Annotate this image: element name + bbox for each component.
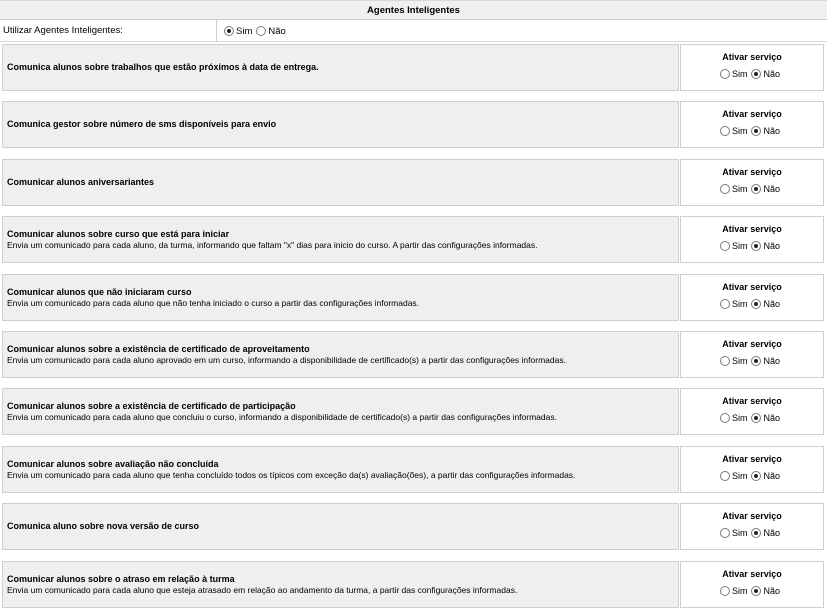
activate-radio-group xyxy=(681,471,823,481)
activate-radio-no-label[interactable]: Não xyxy=(763,126,780,136)
service-row xyxy=(2,561,824,608)
activate-service-label: Ativar serviço xyxy=(722,224,782,234)
activate-radio-yes[interactable] xyxy=(720,241,730,251)
service-description: Envia um comunicado para cada aluno que tenha concluído todos os típicos com exceção da(s) avaliação(ões), a partir das configurações informadas. xyxy=(7,469,576,480)
service-info xyxy=(2,216,679,263)
activate-radio-group xyxy=(681,356,823,366)
service-title: Comunicar alunos sobre avaliação não concluída xyxy=(7,458,219,469)
activate-radio-yes-label[interactable]: Sim xyxy=(731,528,748,538)
service-title: Comunicar alunos que não iniciaram curso xyxy=(7,286,192,297)
service-info xyxy=(2,503,679,550)
service-row xyxy=(2,159,824,206)
service-activation xyxy=(680,159,824,206)
service-row xyxy=(2,503,824,550)
activate-radio-group xyxy=(681,241,823,251)
service-title: Comunica gestor sobre número de sms disponíveis para envio xyxy=(7,119,277,129)
service-title: Comunicar alunos sobre a existência de certificado de aproveitamento xyxy=(7,343,310,354)
service-title: Comunica aluno sobre nova versão de curso xyxy=(7,521,200,531)
activate-radio-yes-label[interactable]: Sim xyxy=(731,586,748,596)
activate-radio-yes[interactable] xyxy=(720,471,730,481)
service-activation xyxy=(680,274,824,321)
activate-radio-yes[interactable] xyxy=(720,356,730,366)
activate-service-label: Ativar serviço xyxy=(722,282,782,292)
service-row xyxy=(2,216,824,263)
service-activation xyxy=(680,44,824,91)
activate-radio-yes-label[interactable]: Sim xyxy=(731,69,748,79)
activate-radio-yes-label[interactable]: Sim xyxy=(731,184,748,194)
activate-radio-yes[interactable] xyxy=(720,413,730,423)
activate-radio-yes[interactable] xyxy=(720,69,730,79)
activate-radio-yes-label[interactable]: Sim xyxy=(731,413,748,423)
activate-radio-no-label[interactable]: Não xyxy=(763,356,780,366)
service-info xyxy=(2,274,679,321)
activate-radio-group xyxy=(681,184,823,194)
activate-radio-group xyxy=(681,299,823,309)
activate-radio-group xyxy=(681,586,823,596)
service-row xyxy=(2,388,824,435)
service-activation xyxy=(680,388,824,435)
activate-radio-yes-label[interactable]: Sim xyxy=(731,356,748,366)
activate-radio-no-label[interactable]: Não xyxy=(763,184,780,194)
service-title: Comunicar alunos sobre curso que está para iniciar xyxy=(7,228,230,239)
section-header xyxy=(0,0,827,20)
service-description: Envia um comunicado para cada aluno que esteja atrasado em relação ao andamento da turma, a partir das configurações informadas. xyxy=(7,584,518,595)
activate-radio-no-label[interactable]: Não xyxy=(763,586,780,596)
master-setting-label: Utilizar Agentes Inteligentes: xyxy=(0,20,217,42)
service-info xyxy=(2,101,679,148)
activate-radio-group xyxy=(681,69,823,79)
activate-radio-no[interactable] xyxy=(751,356,761,366)
activate-radio-group xyxy=(681,413,823,423)
service-info xyxy=(2,331,679,378)
master-radio-no[interactable] xyxy=(256,26,266,36)
service-title: Comunica alunos sobre trabalhos que estão próximos à data de entrega. xyxy=(7,62,319,72)
activate-radio-group xyxy=(681,126,823,136)
service-activation xyxy=(680,216,824,263)
service-info xyxy=(2,159,679,206)
service-row xyxy=(2,44,824,91)
activate-radio-no[interactable] xyxy=(751,69,761,79)
activate-radio-no[interactable] xyxy=(751,126,761,136)
activate-service-label: Ativar serviço xyxy=(722,109,782,119)
master-radio-yes-label[interactable]: Sim xyxy=(236,25,253,37)
activate-service-label: Ativar serviço xyxy=(722,52,782,62)
activate-radio-no[interactable] xyxy=(751,241,761,251)
activate-radio-no[interactable] xyxy=(751,528,761,538)
activate-radio-no[interactable] xyxy=(751,471,761,481)
activate-radio-yes[interactable] xyxy=(720,586,730,596)
activate-service-label: Ativar serviço xyxy=(722,167,782,177)
service-row xyxy=(2,446,824,493)
activate-radio-yes-label[interactable]: Sim xyxy=(731,126,748,136)
activate-radio-yes[interactable] xyxy=(720,299,730,309)
service-activation xyxy=(680,561,824,608)
service-description: Envia um comunicado para cada aluno que concluiu o curso, informando a disponibilidade de certificado(s) a partir das configurações informadas. xyxy=(7,411,557,422)
activate-radio-yes-label[interactable]: Sim xyxy=(731,471,748,481)
activate-radio-no-label[interactable]: Não xyxy=(763,528,780,538)
activate-radio-no[interactable] xyxy=(751,299,761,309)
section-title: Agentes Inteligentes xyxy=(367,5,460,16)
activate-service-label: Ativar serviço xyxy=(722,339,782,349)
activate-radio-no[interactable] xyxy=(751,586,761,596)
service-description: Envia um comunicado para cada aluno que não tenha iniciado o curso a partir das configurações informadas. xyxy=(7,297,420,308)
service-info xyxy=(2,561,679,608)
master-setting-row xyxy=(0,20,827,42)
activate-radio-group xyxy=(681,528,823,538)
service-description: Envia um comunicado para cada aluno aprovado em um curso, informando a disponibilidade de certificado(s) a partir das configurações informadas. xyxy=(7,354,566,365)
service-row xyxy=(2,274,824,321)
activate-radio-yes[interactable] xyxy=(720,184,730,194)
service-title: Comunicar alunos sobre o atraso em relação à turma xyxy=(7,573,235,584)
master-radio-group xyxy=(224,20,290,42)
service-activation xyxy=(680,101,824,148)
service-info xyxy=(2,446,679,493)
activate-radio-no-label[interactable]: Não xyxy=(763,69,780,79)
activate-service-label: Ativar serviço xyxy=(722,569,782,579)
activate-radio-no[interactable] xyxy=(751,184,761,194)
activate-radio-yes-label[interactable]: Sim xyxy=(731,241,748,251)
activate-service-label: Ativar serviço xyxy=(722,396,782,406)
activate-service-label: Ativar serviço xyxy=(722,454,782,464)
master-radio-no-label[interactable]: Não xyxy=(268,25,286,37)
service-activation xyxy=(680,503,824,550)
service-info xyxy=(2,388,679,435)
service-title: Comunicar alunos aniversariantes xyxy=(7,177,155,187)
service-info xyxy=(2,44,679,91)
master-radio-yes[interactable] xyxy=(224,26,234,36)
activate-radio-yes[interactable] xyxy=(720,528,730,538)
service-row xyxy=(2,331,824,378)
service-title: Comunicar alunos sobre a existência de certificado de participação xyxy=(7,400,296,411)
activate-radio-no-label[interactable]: Não xyxy=(763,413,780,423)
service-description: Envia um comunicado para cada aluno, da turma, informando que faltam "x" dias para inicio do curso. A partir das configurações informadas. xyxy=(7,239,538,250)
service-activation xyxy=(680,446,824,493)
activate-radio-yes[interactable] xyxy=(720,126,730,136)
activate-service-label: Ativar serviço xyxy=(722,511,782,521)
activate-radio-no-label[interactable]: Não xyxy=(763,241,780,251)
activate-radio-yes-label[interactable]: Sim xyxy=(731,299,748,309)
activate-radio-no[interactable] xyxy=(751,413,761,423)
activate-radio-no-label[interactable]: Não xyxy=(763,299,780,309)
activate-radio-no-label[interactable]: Não xyxy=(763,471,780,481)
service-row xyxy=(2,101,824,148)
service-activation xyxy=(680,331,824,378)
